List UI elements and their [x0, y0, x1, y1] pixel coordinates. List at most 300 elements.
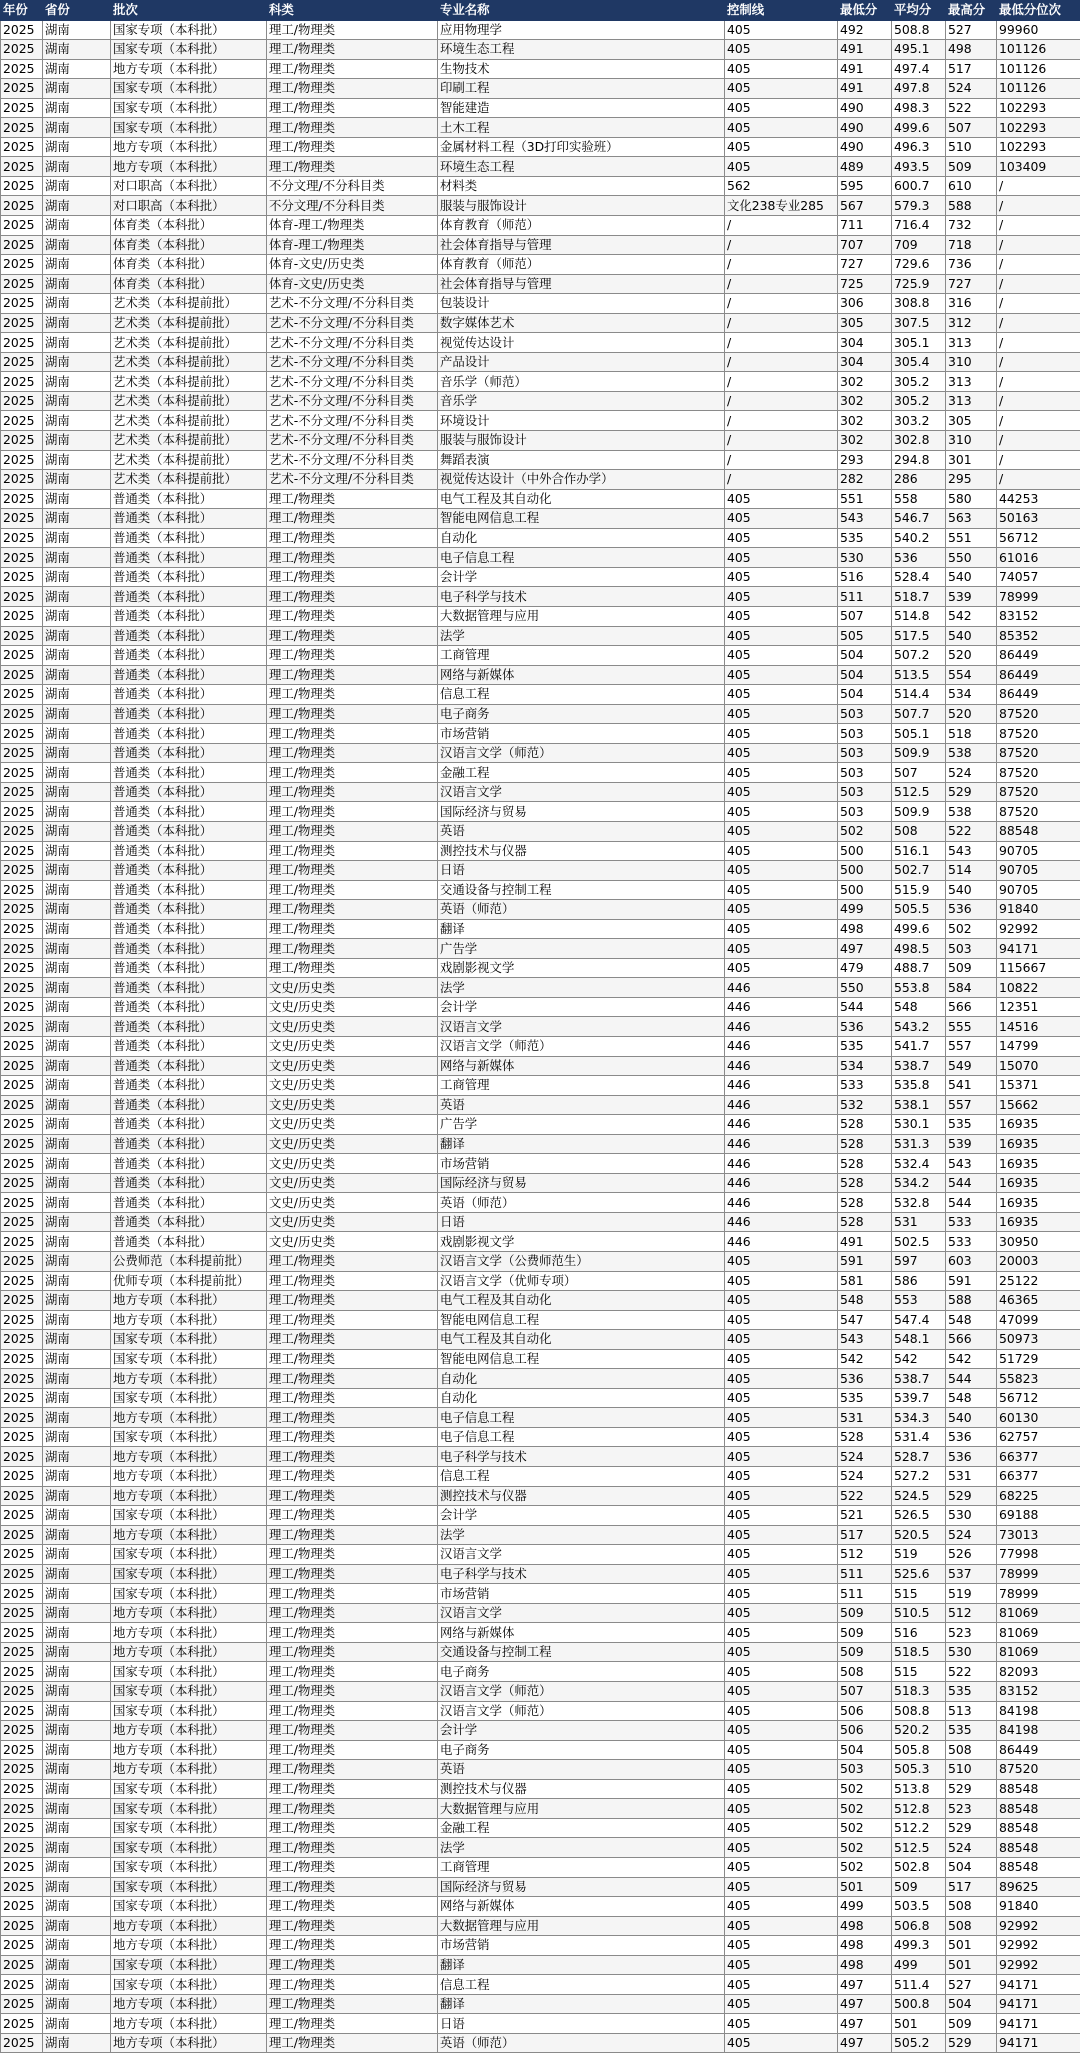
cell-control-line: / — [725, 450, 838, 470]
cell-batch: 国家专项（本科批） — [111, 1427, 267, 1447]
cell-avg-score: 506.8 — [892, 1916, 946, 1936]
cell-year: 2025 — [1, 1232, 43, 1252]
table-row — [1, 1525, 1080, 1545]
table-row — [1, 606, 1080, 626]
cell-major: 自动化 — [438, 1369, 725, 1389]
cell-control-line: 405 — [725, 1486, 838, 1506]
cell-avg-score: 716.4 — [892, 216, 946, 236]
cell-max-score: 301 — [946, 450, 997, 470]
cell-min-rank: / — [997, 196, 1080, 216]
cell-min-score: 528 — [838, 1115, 892, 1135]
cell-major: 英语（师范） — [438, 2033, 725, 2053]
cell-year: 2025 — [1, 1818, 43, 1838]
cell-batch: 国家专项（本科批） — [111, 1330, 267, 1350]
cell-control-line: 405 — [725, 1740, 838, 1760]
table-row — [1, 685, 1080, 705]
table-row — [1, 1115, 1080, 1135]
cell-year: 2025 — [1, 20, 43, 40]
cell-major: 电子商务 — [438, 1740, 725, 1760]
cell-avg-score: 729.6 — [892, 255, 946, 275]
cell-batch: 普通类（本科批） — [111, 489, 267, 509]
cell-major: 产品设计 — [438, 352, 725, 372]
cell-avg-score: 305.2 — [892, 391, 946, 411]
cell-category: 理工/物理类 — [267, 548, 438, 568]
cell-avg-score: 503.5 — [892, 1897, 946, 1917]
cell-major: 法学 — [438, 1525, 725, 1545]
cell-major: 信息工程 — [438, 685, 725, 705]
cell-province: 湖南 — [43, 1154, 111, 1174]
cell-province: 湖南 — [43, 1447, 111, 1467]
table-row — [1, 216, 1080, 236]
cell-avg-score: 520.5 — [892, 1525, 946, 1545]
cell-province: 湖南 — [43, 1603, 111, 1623]
cell-major: 电子科学与技术 — [438, 1447, 725, 1467]
cell-control-line: 405 — [725, 626, 838, 646]
cell-province: 湖南 — [43, 1467, 111, 1487]
cell-major: 自动化 — [438, 528, 725, 548]
cell-year: 2025 — [1, 509, 43, 529]
cell-province: 湖南 — [43, 235, 111, 255]
cell-control-line: / — [725, 216, 838, 236]
cell-avg-score: 516 — [892, 1623, 946, 1643]
cell-major: 广告学 — [438, 1115, 725, 1135]
cell-avg-score: 579.3 — [892, 196, 946, 216]
cell-avg-score: 515.9 — [892, 880, 946, 900]
cell-batch: 普通类（本科批） — [111, 782, 267, 802]
cell-year: 2025 — [1, 997, 43, 1017]
cell-year: 2025 — [1, 1036, 43, 1056]
cell-avg-score: 538.7 — [892, 1056, 946, 1076]
table-row — [1, 1799, 1080, 1819]
cell-max-score: 540 — [946, 1408, 997, 1428]
cell-avg-score: 546.7 — [892, 509, 946, 529]
table-row — [1, 333, 1080, 353]
cell-min-rank: 78999 — [997, 1584, 1080, 1604]
cell-avg-score: 505.1 — [892, 724, 946, 744]
cell-avg-score: 553 — [892, 1291, 946, 1311]
cell-control-line: 405 — [725, 1701, 838, 1721]
cell-category: 理工/物理类 — [267, 98, 438, 118]
cell-year: 2025 — [1, 1740, 43, 1760]
cell-max-score: 529 — [946, 782, 997, 802]
cell-major: 国际经济与贸易 — [438, 1173, 725, 1193]
cell-province: 湖南 — [43, 1799, 111, 1819]
cell-major: 汉语言文学 — [438, 1603, 725, 1623]
cell-max-score: 510 — [946, 137, 997, 157]
cell-year: 2025 — [1, 352, 43, 372]
cell-max-score: 530 — [946, 1506, 997, 1526]
cell-avg-score: 515 — [892, 1662, 946, 1682]
cell-year: 2025 — [1, 1467, 43, 1487]
cell-avg-score: 531.3 — [892, 1134, 946, 1154]
table-row — [1, 1252, 1080, 1272]
cell-category: 理工/物理类 — [267, 1975, 438, 1995]
cell-year: 2025 — [1, 567, 43, 587]
cell-max-score: 610 — [946, 176, 997, 196]
table-row — [1, 1388, 1080, 1408]
cell-min-rank: 88548 — [997, 1857, 1080, 1877]
cell-year: 2025 — [1, 1897, 43, 1917]
cell-batch: 地方专项（本科批） — [111, 1994, 267, 2014]
cell-min-score: 491 — [838, 79, 892, 99]
table-row — [1, 802, 1080, 822]
cell-max-score: 312 — [946, 313, 997, 333]
cell-min-rank: 88548 — [997, 821, 1080, 841]
cell-avg-score: 532.4 — [892, 1154, 946, 1174]
cell-year: 2025 — [1, 1779, 43, 1799]
cell-control-line: 405 — [725, 1799, 838, 1819]
cell-category: 理工/物理类 — [267, 1467, 438, 1487]
table-row — [1, 567, 1080, 587]
cell-min-rank: / — [997, 176, 1080, 196]
cell-min-score: 502 — [838, 1818, 892, 1838]
cell-max-score: 533 — [946, 1212, 997, 1232]
cell-control-line: / — [725, 411, 838, 431]
cell-major: 工商管理 — [438, 1857, 725, 1877]
cell-avg-score: 496.3 — [892, 137, 946, 157]
cell-control-line: 405 — [725, 1525, 838, 1545]
cell-year: 2025 — [1, 1642, 43, 1662]
cell-province: 湖南 — [43, 567, 111, 587]
table-row — [1, 1095, 1080, 1115]
cell-control-line: / — [725, 255, 838, 275]
cell-province: 湖南 — [43, 528, 111, 548]
cell-min-rank: / — [997, 313, 1080, 333]
cell-year: 2025 — [1, 1486, 43, 1506]
cell-min-rank: 16935 — [997, 1212, 1080, 1232]
cell-max-score: 527 — [946, 1975, 997, 1995]
cell-min-rank: 15070 — [997, 1056, 1080, 1076]
cell-year: 2025 — [1, 450, 43, 470]
table-row — [1, 587, 1080, 607]
cell-max-score: 566 — [946, 1330, 997, 1350]
cell-min-score: 516 — [838, 567, 892, 587]
cell-province: 湖南 — [43, 2033, 111, 2053]
table-row — [1, 391, 1080, 411]
table-row — [1, 724, 1080, 744]
cell-control-line: 405 — [725, 1252, 838, 1272]
cell-province: 湖南 — [43, 1291, 111, 1311]
cell-major: 会计学 — [438, 1506, 725, 1526]
cell-batch: 国家专项（本科批） — [111, 1388, 267, 1408]
cell-control-line: 405 — [725, 1642, 838, 1662]
cell-control-line: 405 — [725, 958, 838, 978]
table-row — [1, 352, 1080, 372]
cell-major: 数字媒体艺术 — [438, 313, 725, 333]
cell-batch: 优师专项（本科提前批） — [111, 1271, 267, 1291]
cell-year: 2025 — [1, 1662, 43, 1682]
cell-year: 2025 — [1, 1603, 43, 1623]
table-row — [1, 255, 1080, 275]
cell-control-line: 405 — [725, 900, 838, 920]
cell-province: 湖南 — [43, 411, 111, 431]
cell-min-rank: / — [997, 431, 1080, 451]
cell-min-score: 508 — [838, 1662, 892, 1682]
cell-province: 湖南 — [43, 1682, 111, 1702]
cell-avg-score: 499.6 — [892, 118, 946, 138]
cell-avg-score: 541.7 — [892, 1036, 946, 1056]
cell-year: 2025 — [1, 59, 43, 79]
cell-major: 交通设备与控制工程 — [438, 1642, 725, 1662]
cell-category: 理工/物理类 — [267, 1349, 438, 1369]
cell-max-score: 508 — [946, 1897, 997, 1917]
cell-category: 文史/历史类 — [267, 1212, 438, 1232]
cell-year: 2025 — [1, 157, 43, 177]
cell-batch: 公费师范（本科提前批） — [111, 1252, 267, 1272]
cell-control-line: / — [725, 274, 838, 294]
cell-category: 理工/物理类 — [267, 1916, 438, 1936]
cell-major: 汉语言文学（优师专项） — [438, 1271, 725, 1291]
table-row — [1, 1076, 1080, 1096]
cell-max-score: 534 — [946, 685, 997, 705]
cell-min-score: 511 — [838, 1584, 892, 1604]
cell-min-rank: 88548 — [997, 1818, 1080, 1838]
cell-category: 理工/物理类 — [267, 59, 438, 79]
cell-year: 2025 — [1, 79, 43, 99]
cell-province: 湖南 — [43, 333, 111, 353]
cell-min-rank: 92992 — [997, 1916, 1080, 1936]
cell-category: 理工/物理类 — [267, 1252, 438, 1272]
cell-batch: 普通类（本科批） — [111, 548, 267, 568]
cell-major: 视觉传达设计（中外合作办学） — [438, 470, 725, 490]
cell-batch: 普通类（本科批） — [111, 1154, 267, 1174]
cell-control-line: 405 — [725, 1369, 838, 1389]
header-province: 省份 — [43, 1, 111, 21]
table-row — [1, 704, 1080, 724]
cell-min-score: 727 — [838, 255, 892, 275]
cell-batch: 地方专项（本科批） — [111, 1603, 267, 1623]
cell-control-line: 405 — [725, 665, 838, 685]
cell-category: 理工/物理类 — [267, 646, 438, 666]
table-row — [1, 2033, 1080, 2053]
cell-batch: 国家专项（本科批） — [111, 1955, 267, 1975]
table-row — [1, 1232, 1080, 1252]
cell-province: 湖南 — [43, 1662, 111, 1682]
cell-category: 理工/物理类 — [267, 2033, 438, 2053]
table-row — [1, 176, 1080, 196]
table-row — [1, 1271, 1080, 1291]
cell-batch: 普通类（本科批） — [111, 1056, 267, 1076]
cell-province: 湖南 — [43, 646, 111, 666]
cell-avg-score: 548 — [892, 997, 946, 1017]
cell-major: 广告学 — [438, 939, 725, 959]
cell-batch: 国家专项（本科批） — [111, 1877, 267, 1897]
table-row — [1, 1134, 1080, 1154]
cell-major: 电气工程及其自动化 — [438, 489, 725, 509]
cell-max-score: 548 — [946, 1310, 997, 1330]
cell-min-score: 548 — [838, 1291, 892, 1311]
cell-min-score: 591 — [838, 1252, 892, 1272]
cell-year: 2025 — [1, 782, 43, 802]
table-row — [1, 1682, 1080, 1702]
cell-min-score: 509 — [838, 1603, 892, 1623]
cell-avg-score: 305.4 — [892, 352, 946, 372]
cell-avg-score: 516.1 — [892, 841, 946, 861]
cell-control-line: 405 — [725, 40, 838, 60]
cell-province: 湖南 — [43, 2014, 111, 2034]
cell-major: 网络与新媒体 — [438, 1056, 725, 1076]
cell-category: 理工/物理类 — [267, 861, 438, 881]
cell-min-rank: 92992 — [997, 1936, 1080, 1956]
table-row — [1, 450, 1080, 470]
cell-max-score: 520 — [946, 704, 997, 724]
cell-major: 智能电网信息工程 — [438, 1310, 725, 1330]
cell-avg-score: 507.2 — [892, 646, 946, 666]
cell-year: 2025 — [1, 1076, 43, 1096]
cell-batch: 普通类（本科批） — [111, 861, 267, 881]
table-row — [1, 861, 1080, 881]
cell-major: 大数据管理与应用 — [438, 1799, 725, 1819]
cell-year: 2025 — [1, 1955, 43, 1975]
cell-batch: 艺术类（本科提前批） — [111, 294, 267, 314]
table-row — [1, 1036, 1080, 1056]
cell-category: 文史/历史类 — [267, 1134, 438, 1154]
cell-max-score: 544 — [946, 1193, 997, 1213]
cell-control-line: 405 — [725, 1975, 838, 1995]
table-row — [1, 880, 1080, 900]
cell-major: 电子科学与技术 — [438, 587, 725, 607]
cell-min-score: 503 — [838, 704, 892, 724]
cell-major: 会计学 — [438, 997, 725, 1017]
cell-min-rank: 15371 — [997, 1076, 1080, 1096]
cell-control-line: 文化238专业285 — [725, 196, 838, 216]
cell-batch: 普通类（本科批） — [111, 1134, 267, 1154]
cell-category: 理工/物理类 — [267, 1584, 438, 1604]
cell-province: 湖南 — [43, 450, 111, 470]
cell-major: 环境设计 — [438, 411, 725, 431]
cell-max-score: 509 — [946, 157, 997, 177]
cell-year: 2025 — [1, 1193, 43, 1213]
cell-max-score: 543 — [946, 841, 997, 861]
cell-major: 英语 — [438, 1760, 725, 1780]
table-row — [1, 1193, 1080, 1213]
cell-major: 大数据管理与应用 — [438, 606, 725, 626]
cell-control-line: 405 — [725, 59, 838, 79]
cell-major: 汉语言文学（师范） — [438, 1682, 725, 1702]
cell-province: 湖南 — [43, 1545, 111, 1565]
cell-major: 工商管理 — [438, 646, 725, 666]
cell-min-score: 536 — [838, 1017, 892, 1037]
cell-min-rank: 88548 — [997, 1799, 1080, 1819]
table-row — [1, 20, 1080, 40]
cell-batch: 国家专项（本科批） — [111, 1506, 267, 1526]
cell-category: 理工/物理类 — [267, 1877, 438, 1897]
cell-min-rank: 101126 — [997, 40, 1080, 60]
cell-min-rank: / — [997, 235, 1080, 255]
table-row — [1, 1486, 1080, 1506]
cell-category: 艺术-不分文理/不分科目类 — [267, 352, 438, 372]
cell-max-score: 543 — [946, 1154, 997, 1174]
cell-min-score: 536 — [838, 1369, 892, 1389]
cell-province: 湖南 — [43, 489, 111, 509]
cell-province: 湖南 — [43, 1330, 111, 1350]
cell-avg-score: 499.6 — [892, 919, 946, 939]
cell-province: 湖南 — [43, 1056, 111, 1076]
cell-max-score: 512 — [946, 1603, 997, 1623]
cell-year: 2025 — [1, 1545, 43, 1565]
cell-avg-score: 509.9 — [892, 743, 946, 763]
cell-min-rank: 55823 — [997, 1369, 1080, 1389]
cell-batch: 国家专项（本科批） — [111, 1349, 267, 1369]
cell-min-score: 302 — [838, 391, 892, 411]
cell-max-score: 519 — [946, 1584, 997, 1604]
cell-category: 理工/物理类 — [267, 1369, 438, 1389]
cell-category: 理工/物理类 — [267, 1897, 438, 1917]
cell-min-rank: 60130 — [997, 1408, 1080, 1428]
cell-min-score: 528 — [838, 1154, 892, 1174]
cell-province: 湖南 — [43, 79, 111, 99]
cell-province: 湖南 — [43, 352, 111, 372]
cell-province: 湖南 — [43, 880, 111, 900]
cell-min-rank: 84198 — [997, 1721, 1080, 1741]
cell-batch: 国家专项（本科批） — [111, 1779, 267, 1799]
cell-batch: 国家专项（本科批） — [111, 40, 267, 60]
cell-control-line: 405 — [725, 1467, 838, 1487]
cell-min-rank: 94171 — [997, 1994, 1080, 2014]
cell-min-score: 504 — [838, 665, 892, 685]
cell-category: 艺术-不分文理/不分科目类 — [267, 294, 438, 314]
cell-major: 材料类 — [438, 176, 725, 196]
cell-min-rank: 81069 — [997, 1623, 1080, 1643]
table-row — [1, 1642, 1080, 1662]
cell-year: 2025 — [1, 274, 43, 294]
cell-batch: 普通类（本科批） — [111, 665, 267, 685]
cell-control-line: 405 — [725, 861, 838, 881]
cell-max-score: 522 — [946, 1662, 997, 1682]
cell-min-score: 528 — [838, 1134, 892, 1154]
cell-control-line: 446 — [725, 1173, 838, 1193]
cell-major: 体育教育（师范） — [438, 216, 725, 236]
cell-control-line: 405 — [725, 1603, 838, 1623]
cell-min-rank: / — [997, 470, 1080, 490]
cell-batch: 地方专项（本科批） — [111, 1623, 267, 1643]
table-row — [1, 1721, 1080, 1741]
cell-min-rank: / — [997, 216, 1080, 236]
cell-avg-score: 507.7 — [892, 704, 946, 724]
cell-min-score: 506 — [838, 1701, 892, 1721]
cell-major: 土木工程 — [438, 118, 725, 138]
cell-year: 2025 — [1, 685, 43, 705]
cell-batch: 普通类（本科批） — [111, 1017, 267, 1037]
cell-min-rank: 94171 — [997, 2033, 1080, 2053]
cell-max-score: 520 — [946, 646, 997, 666]
cell-avg-score: 539.7 — [892, 1388, 946, 1408]
cell-control-line: 446 — [725, 978, 838, 998]
cell-control-line: 405 — [725, 743, 838, 763]
cell-major: 环境生态工程 — [438, 157, 725, 177]
cell-min-rank: 50973 — [997, 1330, 1080, 1350]
table-row — [1, 919, 1080, 939]
cell-control-line: / — [725, 431, 838, 451]
cell-avg-score: 505.8 — [892, 1740, 946, 1760]
cell-min-rank: 101126 — [997, 79, 1080, 99]
cell-max-score: 513 — [946, 1701, 997, 1721]
cell-year: 2025 — [1, 372, 43, 392]
cell-major: 戏剧影视文学 — [438, 1232, 725, 1252]
cell-category: 文史/历史类 — [267, 1115, 438, 1135]
cell-year: 2025 — [1, 1564, 43, 1584]
cell-min-score: 305 — [838, 313, 892, 333]
cell-province: 湖南 — [43, 997, 111, 1017]
cell-min-rank: 87520 — [997, 782, 1080, 802]
cell-max-score: 507 — [946, 118, 997, 138]
cell-major: 体育教育（师范） — [438, 255, 725, 275]
cell-max-score: 522 — [946, 821, 997, 841]
cell-avg-score: 286 — [892, 470, 946, 490]
cell-category: 理工/物理类 — [267, 1936, 438, 1956]
cell-control-line: 405 — [725, 157, 838, 177]
cell-batch: 普通类（本科批） — [111, 763, 267, 783]
